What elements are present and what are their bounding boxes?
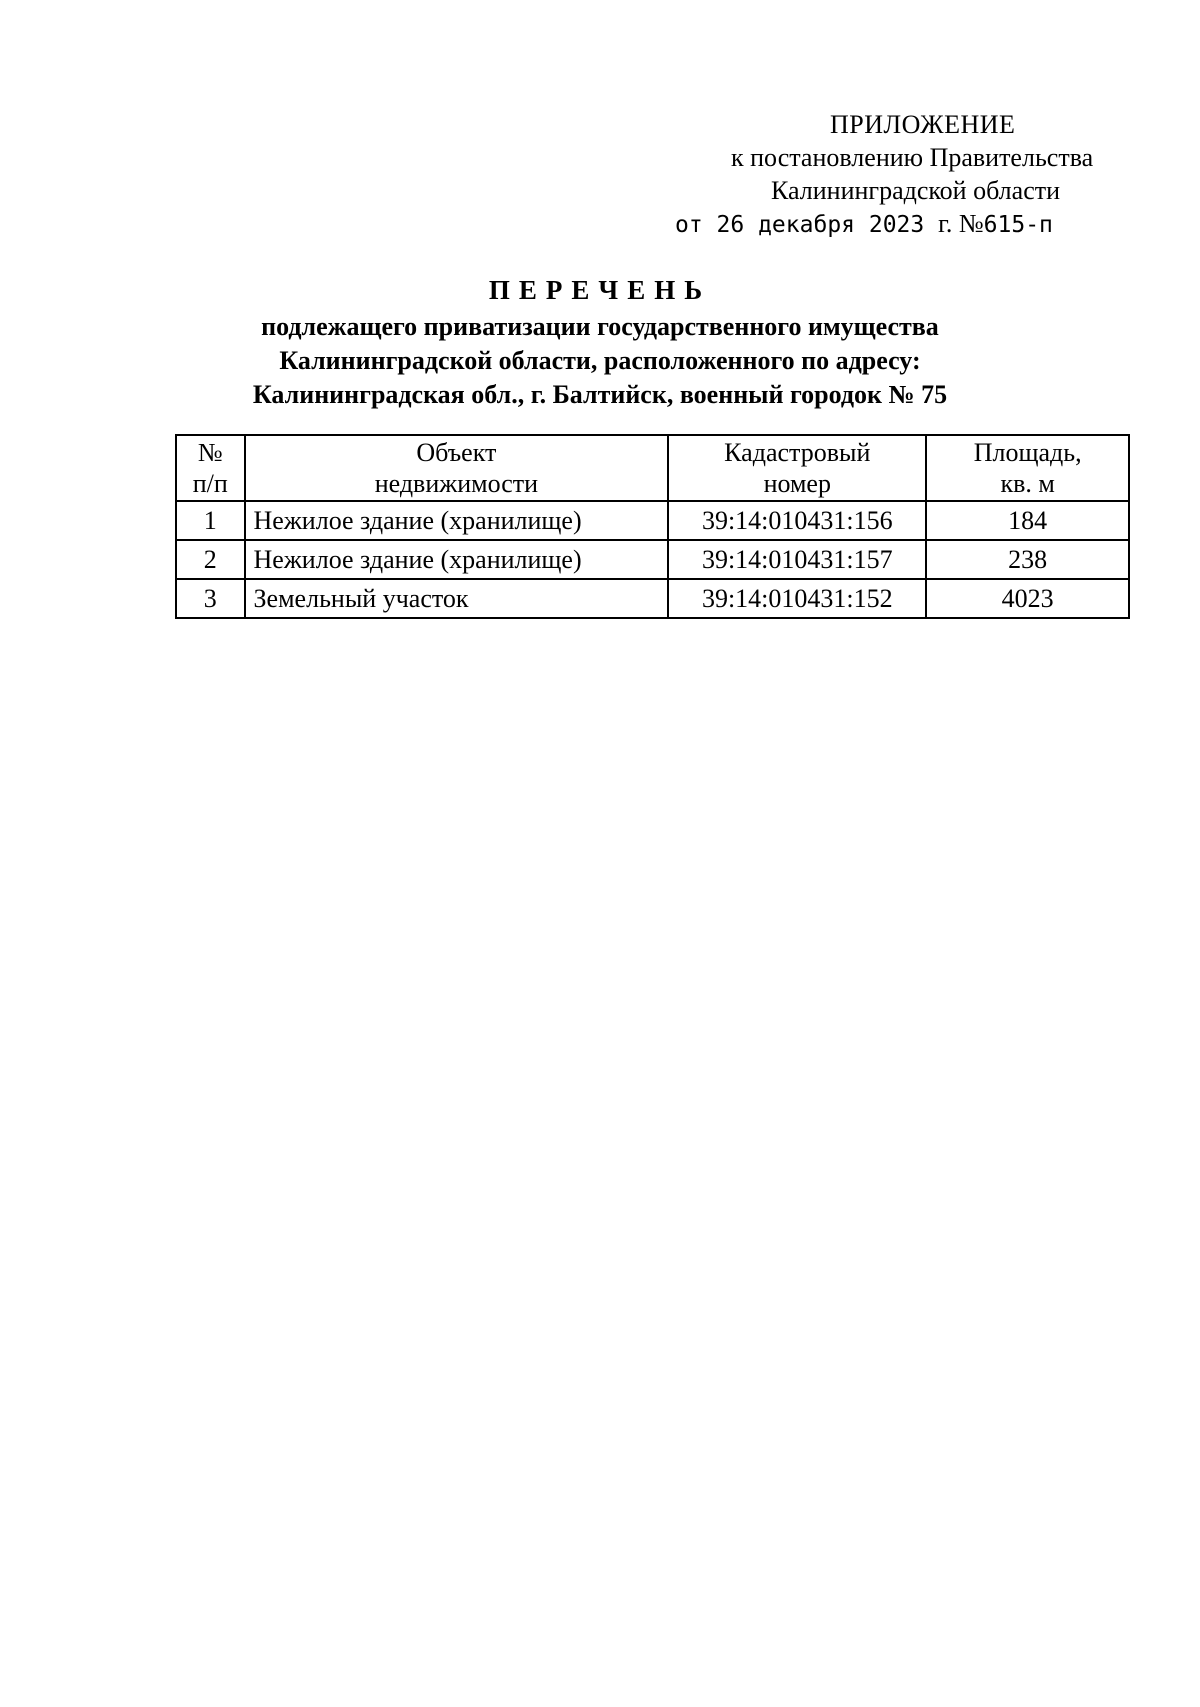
property-table bbox=[175, 434, 1130, 619]
header-cadastral-line-1: Кадастровый bbox=[724, 438, 871, 467]
row-number: 3 bbox=[176, 579, 245, 618]
row-object: Земельный участок bbox=[245, 579, 669, 618]
appendix-date: от 26 декабря 2023 bbox=[675, 212, 925, 238]
appendix-number-label: г. № bbox=[938, 209, 984, 238]
row-area: 4023 bbox=[926, 579, 1129, 618]
table-header-row bbox=[176, 435, 1129, 501]
document-heading bbox=[0, 270, 1200, 412]
table-row bbox=[176, 501, 1129, 540]
row-cadastral-number: 39:14:010431:152 bbox=[668, 579, 926, 618]
document-title: ПЕРЕЧЕНЬ bbox=[488, 275, 712, 305]
header-number bbox=[176, 435, 245, 501]
row-object: Нежилое здание (хранилище) bbox=[245, 501, 669, 540]
heading-line-1: подлежащего приватизации государственного имущества bbox=[261, 312, 939, 341]
table-row bbox=[176, 540, 1129, 579]
header-number-line-1: № bbox=[197, 438, 223, 467]
appendix-region-line: Калининградской области bbox=[771, 176, 1061, 205]
heading-line-2: Калининградской области, расположенного по адресу: bbox=[279, 346, 921, 375]
row-number: 2 bbox=[176, 540, 245, 579]
heading-line-3: Калининградская обл., г. Балтийск, военный городок № 75 bbox=[252, 380, 948, 409]
header-object bbox=[245, 435, 669, 501]
table-row bbox=[176, 579, 1129, 618]
row-number: 1 bbox=[176, 501, 245, 540]
header-area bbox=[926, 435, 1129, 501]
row-cadastral-number: 39:14:010431:156 bbox=[668, 501, 926, 540]
header-object-line-1: Объект bbox=[416, 438, 497, 467]
appendix-number: 615-п bbox=[983, 212, 1053, 238]
appendix-resolution-line: к постановлению Правительства bbox=[731, 143, 1094, 172]
appendix-date-line bbox=[660, 207, 1140, 242]
row-object: Нежилое здание (хранилище) bbox=[245, 540, 669, 579]
header-object-line-2: недвижимости bbox=[374, 469, 539, 498]
header-cadastral bbox=[668, 435, 926, 501]
header-area-line-1: Площадь, bbox=[973, 438, 1082, 467]
appendix-title: ПРИЛОЖЕНИЕ bbox=[830, 110, 1016, 139]
appendix-block bbox=[660, 108, 1140, 242]
row-cadastral-number: 39:14:010431:157 bbox=[668, 540, 926, 579]
header-number-line-2: п/п bbox=[192, 469, 228, 498]
header-cadastral-line-2: номер bbox=[763, 469, 831, 498]
row-area: 238 bbox=[926, 540, 1129, 579]
row-area: 184 bbox=[926, 501, 1129, 540]
header-area-line-2: кв. м bbox=[1000, 469, 1055, 498]
